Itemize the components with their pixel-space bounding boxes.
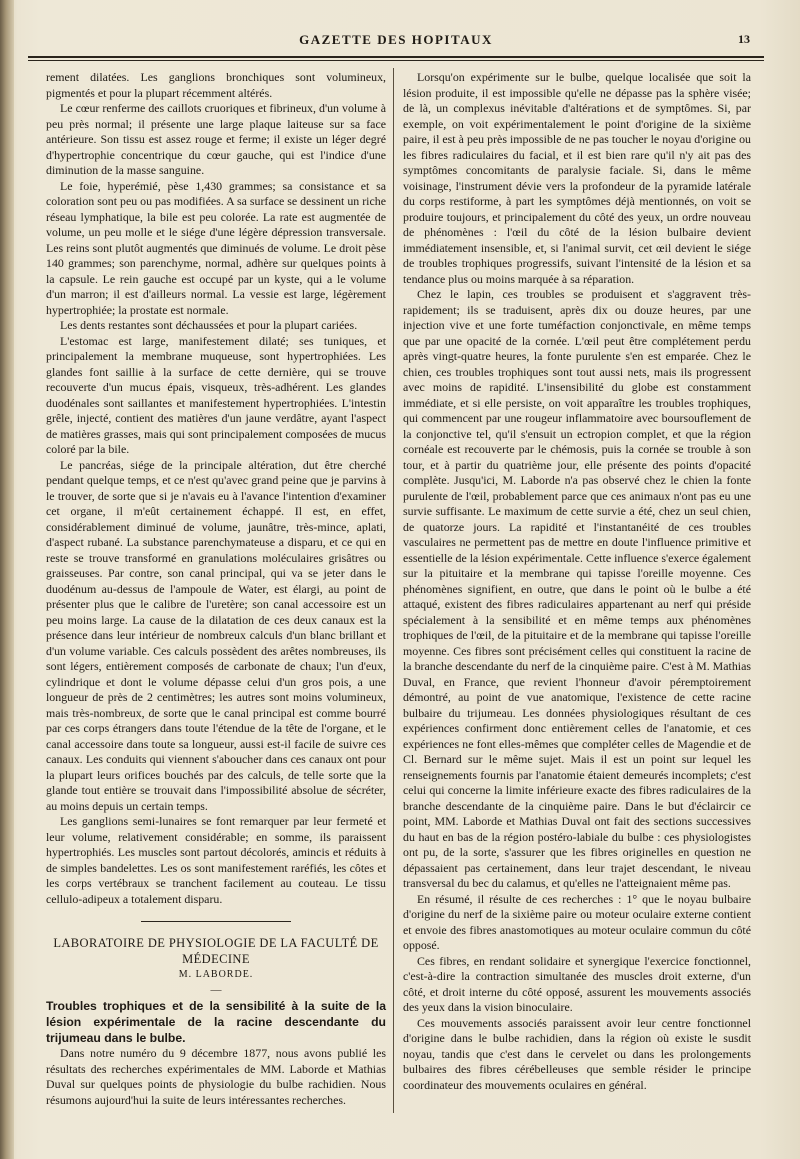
section-separator <box>141 921 291 922</box>
paragraph: Les dents restantes sont déchaussées et pour la plupart cariées. <box>60 318 358 332</box>
section-title: LABORATOIRE DE PHYSIOLOGIE DE LA FACULTÉ DE MÉDECINE <box>53 936 379 966</box>
paragraph: Ces fibres, en rendant solidaire et synergique l'exercice fonctionnel, c'est-à-dire la contraction simultanée des muscles droit externe, d'un côté, et droit interne du côté opposé, assurent les mouvements associés des yeux dans la vision binoculaire. <box>403 953 751 1014</box>
page-binding-edge <box>0 0 14 1159</box>
section-author: M. LABORDE. <box>178 969 254 980</box>
paragraph: Ces mouvements associés paraissent avoir leur centre fonctionnel d'origine dans le bulbe rachidien, dans la région où existe le susdit noyau, tandis que c'est dans le cervelet ou dans les prolongements bulbaires des fibres cérébelleuses que semble résider le principe coordinateur des mouvements oculaires en général. <box>403 1015 751 1092</box>
page-header <box>28 30 764 58</box>
paragraph: Lorsqu'on expérimente sur le bulbe, quelque localisée que soit la lésion produite, il est impossible qu'elle ne dépasse pas la sphère visée; de là, un complexus inévitable d'altérations et de symptômes. Si, par exemple, on voit expérimentalement le point d'origine de la sixième paire, il est à peu près impossible de ne pas toucher le noyau d'origine ou les fibres radiculaires du facial, et il est bien rare qu'il n'y ait pas des symptômes concomitants de paralysie faciale. Si, dans le même voisinage, l'instrument dévie vers la profondeur de la pyramide latérale du corps restiforme, à part les symptômes déjà mentionnés, on voit se produire toujours, et principalement du côté des yeux, un ordre nouveau de phénomènes : l'œil du côté de la lésion bulbaire devient immédiatement insensible, et, si l'animal survit, cet œil devient le siége de troubles trophiques progressifs, suivant l'intensité de la lésion et sa tendance plus ou moins marquée à sa réparation. <box>403 70 751 286</box>
header-rule-thick <box>28 56 764 58</box>
column-divider <box>393 68 394 1113</box>
paragraph: Le cœur renferme des caillots cruoriques et fibrineux, d'un volume à peu près normal; il présente une large plaque laiteuse sur sa face antérieure. Son tissu est assez rouge et ferme; il existe un léger degré d'hypertrophie concentrique du cœur gauche, qui est l'indice d'une diminution de la masse sanguine. <box>46 101 386 177</box>
right-column <box>403 70 751 1093</box>
page-number: 13 <box>738 32 750 46</box>
article-intro: Dans notre numéro du 9 décembre 1877, nous avons publié les résultats des recherches expérimentales de MM. Laborde et Mathias Duval sur quelques points de physiologie du bulbe rachidien. Nous résumons aujourd'hui la suite de leurs intéressantes recherches. <box>46 1046 386 1107</box>
article-title: Troubles trophiques et de la sensibilité à la suite de la lésion expérimentale de la racine descendante du trijumeau dans le bulbe. <box>46 999 386 1045</box>
section-dash: — <box>210 983 222 996</box>
paragraph: Le pancréas, siége de la principale altération, dut être cherché pendant quelque temps, et ce n'est qu'avec grand peine que je parvins à le trouver, de sorte que si je n'avais eu à l'avance l'intention d'examiner cet organe, il m'eût certainement échappé. Il est, en effet, considérablement diminué de volume, jaunâtre, très-mince, aplati, d'aspect rubané. La substance parenchymateuse a disparu, et ce qui en reste se trouve transformé en granulations moléculaires grisâtres ou graisseuses. Par contre, son canal principal, qui va se jeter dans le duodénum au-dessus de l'ampoule de Water, est élargi, au point de présenter plus que le calibre de l'uretère; son canal accessoire est un peu moins large. La cause de la dilatation de ces deux canaux est la présence dans leur intérieur de nombreux calculs d'un blanc brillant et d'un volume variable. Ces calculs possèdent des arêtes nombreuses, ils sont légers, entièrement composés de carbonate de chaux; l'un d'eux, cylindrique et dont le volume dépasse celui d'un gros pois, a une longueur de près de 2 centimètres; les autres sont moins volumineux, mais très-nombreux, de sorte que le canal principal est comme bourré par ces corps étrangers dans toute l'étendue de la tête de l'organe, et le canal accessoire dans toute sa longueur, aussi est-il facile de suivre ces canaux. Les conduits qui viennent s'aboucher dans ces canaux ont pour la plupart leurs orifices bouchés par des calculs, de telle sorte que la glande tout entière se trouvait dans l'impossibilité absolue de sécréter, au moins depuis un certain temps. <box>46 457 386 813</box>
paragraph: Le foie, hyperémié, pèse 1,430 grammes; sa consistance et sa coloration sont peu ou pas modifiées. A sa surface se dessinent un riche réseau lymphatique, la bile est peu colorée. La rate est augmentée de volume, un peu molle et le siége d'une légère dépression transversale. Les reins sont plutôt augmentés que diminués de volume. Le droit pèse 140 grammes; son parenchyme, normal, adhère sur quelques points à la capsule. Le rein gauche est occupé par un kyste, qui a le volume d'un marron; il est d'ailleurs normal. La vessie est large, légèrement hypertrophiée; la prostate est normale. <box>46 178 386 317</box>
paragraph: Chez le lapin, ces troubles se produisent et s'aggravent très-rapidement; ils se traduisent, après dix ou douze heures, par une injection vive et une forte tuméfaction conjonctivale, en même temps que par une opacité de la cornée. L'œil peut être complétement perdu après vingt-quatre heures, la fonte purulente s'en est emparée. Chez le chien, ces troubles trophiques sont tout aussi nets, mais ils progressent avec moins de rapidité. L'insensibilité du globe est constamment immédiate, et si elle persiste, on voit apparaître les troubles trophiques, qui commencent par une rougeur inflammatoire avec boursouflement de la conjonctive tel, qu'il s'ensuit un ectropion complet, et que la région cornéale est recouverte par le chémosis, puis la cornée se trouble à son tour, et à partir du quatrième jour, elle présente des points d'opacité complète. Jusqu'ici, M. Laborde n'a pas observé chez le chien la fonte purulente de l'œil, probablement parce que ces animaux n'ont pas eu une survie suffisante. Le maximum de cette survie a été, chez un seul chien, de quatorze jours. La rapidité et l'instantanéité de ces troubles vasculaires ne permettent pas de mettre en doute l'influence primitive et essentielle de la lésion expérimentale. Cette influence s'exerce également sur la pituitaire et la membrane qui tapisse l'oreille moyenne. Ces phénomènes signifient, en outre, que dans le point où le bulbe a été attaqué, existent des fibres radiculaires appartenant au nerf qui préside spécialement à la sensibilité et en même temps aux phénomènes trophiques de l'œil, de la pituitaire et de la membrane qui tapisse l'oreille moyenne. Ces fibres sont précisément celles qui constituent la racine de la branche descendante du nerf de la cinquième paire. C'est à M. Mathias Duval, en France, que revient l'honneur d'avoir péremptoirement démontré, au point de vue anatomique, l'existence de cette racine bulbaire du trijumeau. Les données physiologiques résultant de ces expériences confirment donc entièrement celles de l'anatomie, et ces expériences ne font elles-mêmes que compléter celles de Magendie et de Cl. Bernard sur le même sujet. Mais il est un point sur lequel les renseignements fournis par l'anatomie étaient demeurés incomplets; c'est celui qui concerne la limite inférieure exacte des fibres radiculaires de la branche descendante de la cinquième paire. Dans le but d'éclaircir ce point, MM. Laborde et Mathias Duval ont fait des sections successives du haut en bas de la région postéro-labiale du bulbe : ces physiologistes ont pu, de la sorte, s'assurer que les fibres originelles en question ne dépassaient pas certainement, dans leur trajet descendant, le niveau transversal du bec du calamus, et qu'elles ne l'atteignaient même pas. <box>403 287 751 890</box>
publication-title: GAZETTE DES HOPITAUX <box>299 32 493 47</box>
paragraph: L'estomac est large, manifestement dilaté; ses tuniques, et principalement la membrane muqueuse, sont hypertrophiées. Les glandes font saillie à la surface de cette dernière, qui se trouve recouverte d'un mucus épais, visqueux, très-adhérent. Les glandes duodénales sont saillantes et manifestement hypertrophiées. L'intestin grêle, injecté, contient des matières d'un jaune verdâtre, ayant l'aspect de matières grasses, mais qui sont principalement composées de mucus coloré par la bile. <box>46 333 386 456</box>
paragraph: En résumé, il résulte de ces recherches : 1° que le noyau bulbaire d'origine du nerf de la sixième paire ou moteur oculaire externe contient et envoie des fibres anastomotiques au moteur oculaire commun du côté opposé. <box>403 891 751 952</box>
paragraph: Les ganglions semi-lunaires se font remarquer par leur fermeté et leur volume, relativement considérable; en somme, ils paraissent hypertrophiés. Les muscles sont partout décolorés, amincis et réduits à de simples bandelettes. Les os sont manifestement raréfiés, les côtes et les corps vertébraux se tranchent facilement au couteau. Le tissu cellulo-adipeux a totalement disparu. <box>46 814 386 906</box>
paragraph: rement dilatées. Les ganglions bronchiques sont volumineux, pigmentés et pour la plupart récemment altérés. <box>46 70 386 100</box>
left-column <box>46 70 386 1108</box>
header-rule-thin <box>28 60 764 61</box>
